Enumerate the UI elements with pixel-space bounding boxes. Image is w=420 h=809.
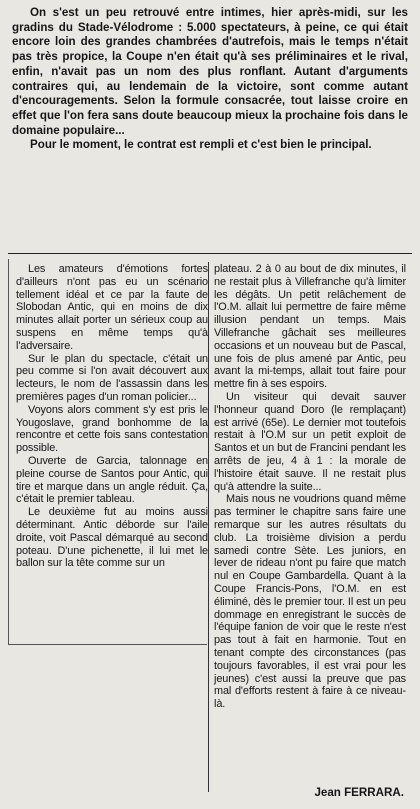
right-column: [214, 263, 406, 711]
left-paragraph-3: Voyons alors comment s'y est pris le Yougoslave, grand bonhomme de la rencontre et cette fois sans contestation possible.: [16, 403, 208, 455]
lead-text-2: Pour le moment, le contrat est rempli et c'est bien le principal.: [30, 138, 372, 152]
right-paragraph-1: plateau. 2 à 0 au bout de dix minutes, il ne restait plus à Villefranche qu'à limiter les dégâts. Un petit relâchement de l'O.M. allait lui permettre de faire même illusion pendant un temps. Mais Villefranche gâchait ses meilleures occasions et un nouveau but de Pascal, une fois de plus amené par Antic, peu avant la mi-temps, allait tout faire pour mettre fin à ses espoirs.: [214, 263, 406, 391]
section-divider: [8, 253, 412, 254]
left-column: [16, 263, 208, 570]
column-divider: [208, 262, 209, 792]
right-paragraph-2: Un visiteur qui devait sauver l'honneur quand Doro (le remplaçant) est arrivé (65e). Le dernier mot toutefois restait à l'O.M sur un petit exploit de Santos et un but de Francini pendant les arrêts de jeu, 4 à 1 : la morale de l'histoire était sauve. Il ne restait plus qu'à attendre la suite...: [214, 390, 406, 493]
lead-paragraph: [12, 6, 408, 153]
left-paragraph-2: Sur le plan du spectacle, c'était un peu comme si l'on avait découvert aux lecteurs, le nom de l'assassin dans les premières pages d'un roman policier...: [16, 352, 208, 403]
left-paragraph-1: Les amateurs d'émotions fortes d'ailleurs n'ont pas eu un scénario tellement idéal et ce par la faute de Slobodan Antic, qui en moins de dix minutes allait porter un sérieux coup au suspens en même temps qu'à l'adversaire.: [16, 263, 208, 352]
author-signature: Jean FERRARA.: [314, 786, 404, 799]
left-paragraph-4: Ouverte de Garcia, talonnage en pleine course de Santos pour Antic, qui tire et marque dans un angle réduit. Ça, c'était le premier tableau.: [16, 454, 208, 506]
left-paragraph-5: Le deuxième fut au moins aussi déterminant. Antic déborde sur l'aile droite, voit Pascal démarqué au second poteau. D'une pichenette, il lui met le ballon sur la tête comme sur un: [16, 506, 208, 570]
lead-text-1: On s'est un peu retrouvé entre intimes, hier après-midi, sur les gradins du Stade-Vélodrome : 5.000 spectateurs, à peine, ce qui était encore loin des grandes chambrées d'autrefois, mais le temps n'était pas très propice, la Coupe n'en était qu'à ses préliminaires et le rival, enfin, n'avait pas un nom des plus ronflant. Autant d'arguments contraires qui, au lendemain de la victoire, sont comme autant d'encouragements. Selon la formule consacrée, tout laisse croire en effet que l'on fera sans doute beaucoup mieux la prochaine fois dans le domaine populaire...: [12, 6, 408, 137]
right-paragraph-3: Mais nous ne voudrions quand même pas terminer le chapitre sans faire une remarque sur les autres résultats du club. La troisième division a perdu samedi contre Sète. Les juniors, en lever de rideau n'ont pu faire que match nul en Coupe Gambardella. Quant à la Coupe Francis-Pons, l'O.M. en est éliminé, dès le premier tour. Il est un peu dommage en enregistrant le succès de l'équipe fanion de voir que le reste n'est pas tout à fait en harmonie. Tout en tenant compte des circonstances (pas toujours favorables, il est vrai pour les jeunes) c'est aussi la preuve que pas mal d'efforts restent à faire à ce niveau-là.: [214, 493, 406, 711]
